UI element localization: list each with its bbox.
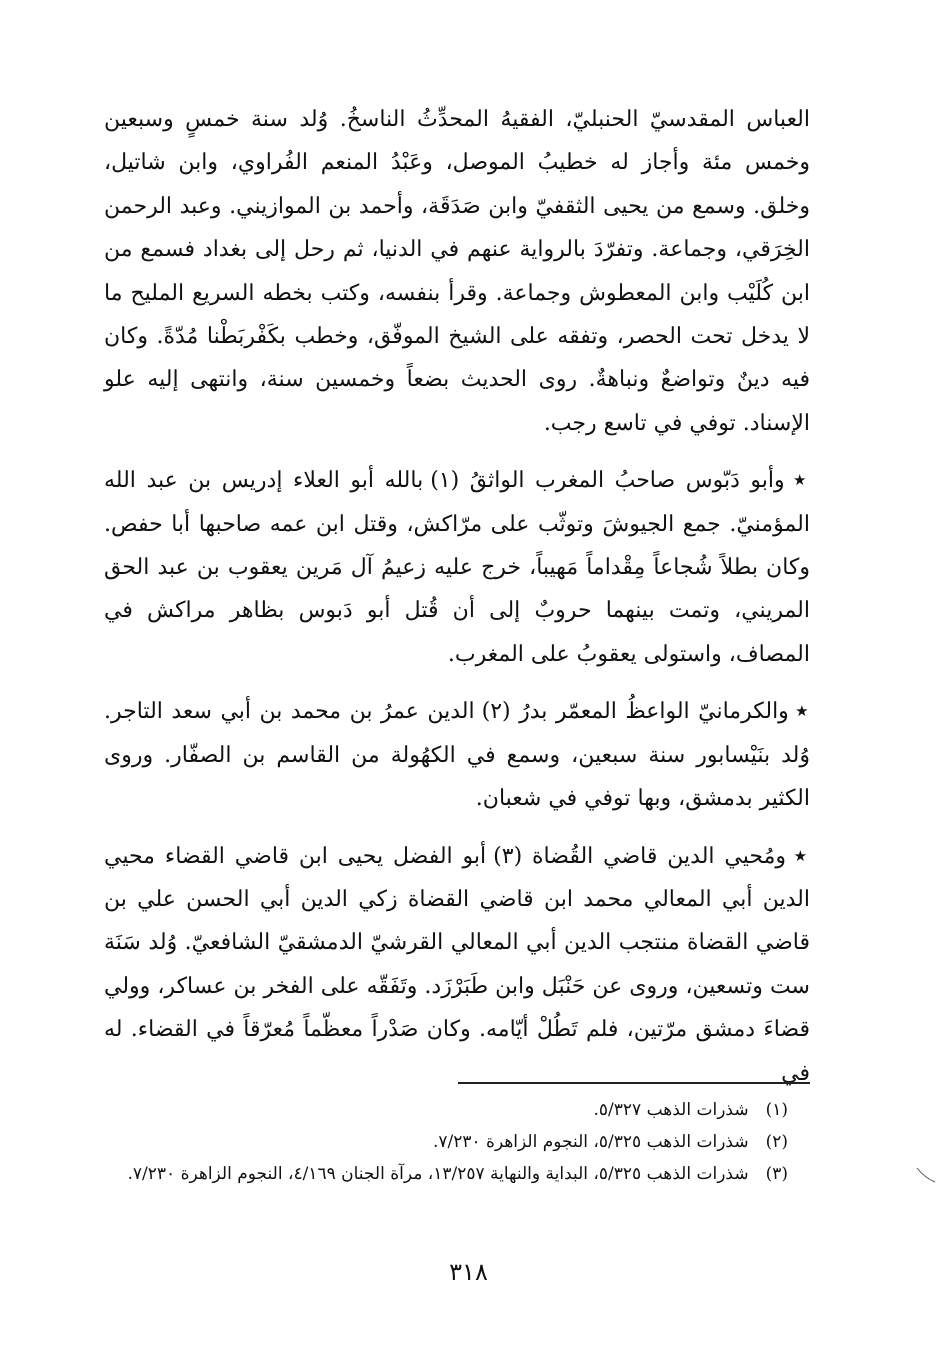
footnote-number: (٣)	[765, 1164, 788, 1184]
paragraph-continuation: العباس المقدسيّ الحنبليّ، الفقيهُ المحدِّثُ الناسخُ. وُلد سنة خمسٍ وسبعين وخمس مئة وأجاز له خطيبُ الموصل، وعَبْدُ المنعم الفُراوي، وابن شاتيل، وخلق. وسمع من يحيى الثقفيّ وابن صَدَقَة، وأحمد بن الموازيني. وعبد الرحمن الخِرَقي، وجماعة. وتفرّدَ بالرواية عنهم في الدنيا، ثم رحل إلى بغداد فسمع من ابن كُلَيْب وابن المعطوش وجماعة. وقرأ بنفسه، وكتب بخطه السريع المليح ما لا يدخل تحت الحصر، وتفقه على الشيخ الموفّق، وخطب بكَفْربَطْنا مُدّةً. وكان فيه دينٌ وتواضعٌ ونباهةٌ. روى الحديث بضعاً وخمسين سنة، وانتهى إليه علو الإسناد. توفي في تاسع رجب.	[104, 107, 810, 436]
entry-al-kirmani: ★ والكرمانيّ الواعظُ المعمّر بدرُ (٢) الدين عمرُ بن محمد بن أبي سعد التاجر. وُلد بنَيْسابور سنة سبعين، وسمع في الكهُولة من القاسم بن الصفّار. وروى الكثير بدمشق، وبها توفي في شعبان.	[104, 690, 810, 820]
main-text	[104, 98, 810, 1109]
footnote-number: (١)	[765, 1100, 788, 1120]
footnote-text: شذرات الذهب ٥/٣٢٥، البداية والنهاية ١٣/٢٥٧، مرآة الجنان ٤/١٦٩، النجوم الزاهرة ٧/٢٣٠.	[127, 1164, 749, 1184]
footnote-text: شذرات الذهب ٥/٣٢٥، النجوم الزاهرة ٧/٢٣٠.	[432, 1132, 749, 1152]
page-number: ٣١٨	[449, 1258, 488, 1286]
footnote-text: شذرات الذهب ٥/٣٢٧.	[593, 1100, 749, 1120]
footnote-3	[88, 1158, 788, 1190]
entry-muhyi-al-din: ★ ومُحيي الدين قاضي القُضاة (٣) أبو الفضل يحيى ابن قاضي القضاء محيي الدين أبي المعالي محمد ابن قاضي القضاة زكي الدين أبي الحسن علي بن قاضي القضاة منتجب الدين أبي المعالي القرشيّ الدمشقيّ الشافعيّ. وُلد سَنَة ست وتسعين، وروى عن حَنْبَل وابن طَبَرْزَد. وتَفَقّه على الفخر بن عساكر، وولي قضاءَ دمشق مرّتين، فلم تَطُلْ أيّامه. وكان صَدْراً معظّماً مُعرّقاً في القضاء. له في	[104, 835, 810, 1095]
footnote-2	[88, 1126, 788, 1158]
footnotes	[88, 1094, 788, 1190]
footnote-number: (٢)	[765, 1132, 788, 1152]
page-edge-mark	[915, 1166, 937, 1184]
footnote-divider	[458, 1082, 810, 1084]
entry-abu-dabbus: ★ وأبو دَبّوس صاحبُ المغرب الواثقُ (١) بالله أبو العلاء إدريس بن عبد الله المؤمنيّ. جمع الجيوشَ وتوثّب على مرّاكش، وقتل ابن عمه صاحبها أبا حفص. وكان بطلاً شُجاعاً مِقْداماً مَهيباً، خرج عليه زعيمُ آل مَرين يعقوب بن عبد الحق المريني، وتمت بينهما حروبٌ إلى أن قُتل أبو دَبوس بظاهر مراكش في المصاف، واستولى يعقوبُ على المغرب.	[104, 459, 810, 676]
footnote-1	[88, 1094, 788, 1126]
